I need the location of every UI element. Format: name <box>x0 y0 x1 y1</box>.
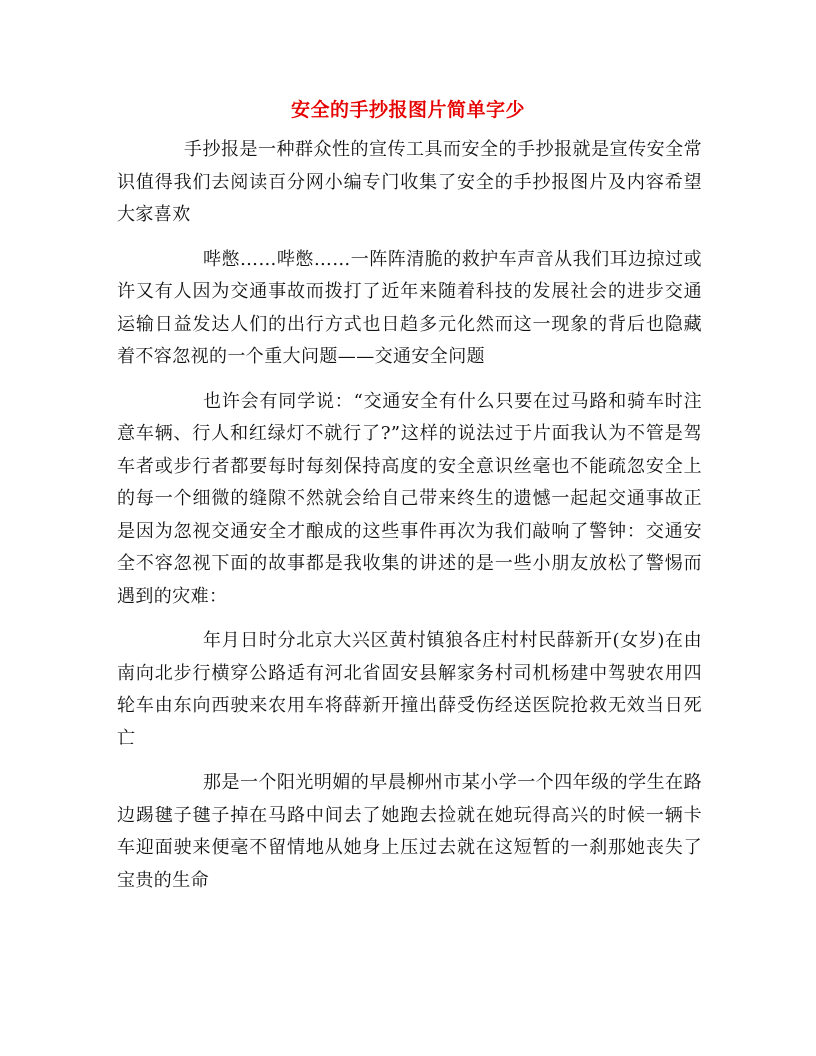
paragraph-ambulance: 哔憋……哔憋……一阵阵清脆的救护车声音从我们耳边掠过或许又有人因为交通事故而拨打了近年来随着科技的发展社会的进步交通运输日益发达人们的出行方式也日趋多元化然而这一现象的背后也隐藏着不容忽视的一个重大问题——交通安全问题 <box>117 248 702 367</box>
paragraph-accident-liuzhou: 那是一个阳光明媚的早晨柳州市某小学一个四年级的学生在路边踢毽子毽子掉在马路中间去了她跑去捡就在她玩得高兴的时候一辆卡车迎面驶来便毫不留情地从她身上压过去就在这短暂的一刹那她丧失了宝贵的生命 <box>117 772 702 891</box>
document-body <box>117 134 702 909</box>
paragraph-opinion: 也许会有同学说：“交通安全有什么只要在过马路和骑车时注意车辆、行人和红绿灯不就行了?”这样的说法过于片面我认为不管是驾车者或步行者都要每时每刻保持高度的安全意识丝毫也不能疏忽安全上的每一个细微的缝隙不然就会给自己带来终生的遗憾一起起交通事故正是因为忽视交通安全才酿成的这些事件再次为我们敲响了警钟：交通安全不容忽视下面的故事都是我收集的讲述的是一些小朋友放松了警惕而遇到的灾难： <box>117 390 702 607</box>
paragraph-accident-beijing: 年月日时分北京大兴区黄村镇狼各庄村村民薛新开(女岁)在由南向北步行横穿公路适有河北省固安县解家务村司机杨建中驾驶农用四轮车由东向西驶来农用车将薛新开撞出薛受伤经送医院抢救无效当日死亡 <box>117 630 702 749</box>
document-title: 安全的手抄报图片简单字少 <box>290 99 525 121</box>
paragraph-intro: 手抄报是一种群众性的宣传工具而安全的手抄报就是宣传安全常识值得我们去阅读百分网小编专门收集了安全的手抄报图片及内容希望大家喜欢 <box>117 139 702 225</box>
